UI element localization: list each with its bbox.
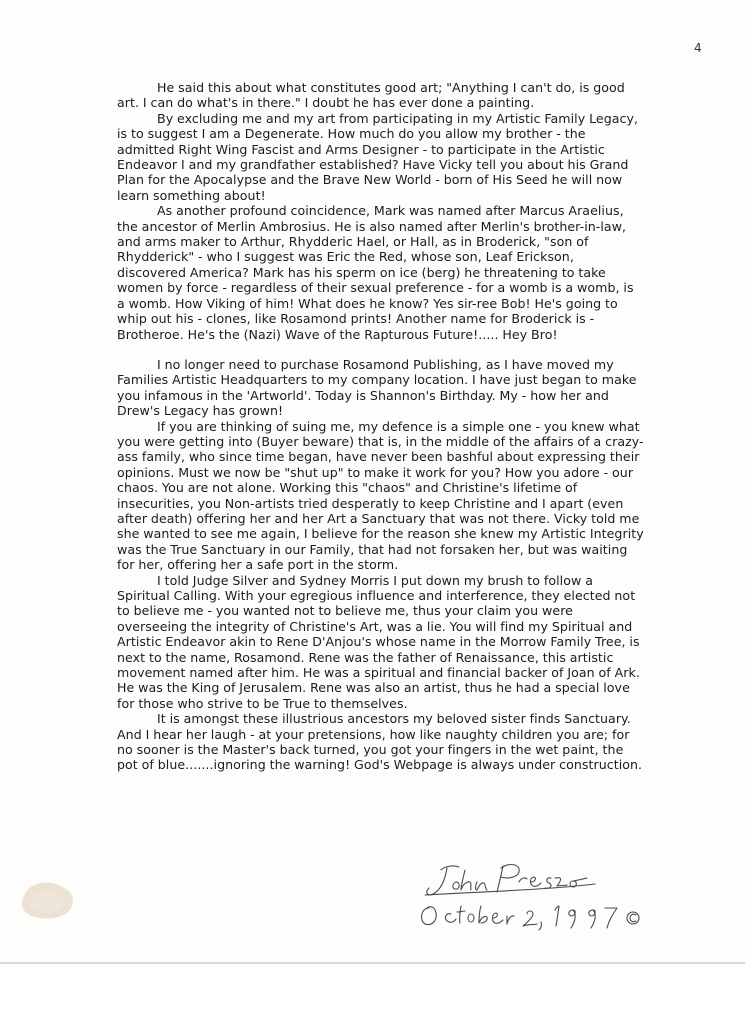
letter-body xyxy=(117,80,645,773)
paragraph-sanctuary: It is amongst these illustrious ancestors my beloved sister finds Sanctuary. And I hear her laugh - at your pretensions, how like naughty children you are; for no sooner is the Master's back turned, you got your fingers in the wet paint, the pot of blue.......ignoring the warning! God's Webpage is always under construction. xyxy=(117,711,643,773)
paper-stain xyxy=(14,876,78,922)
sheet-bottom-edge xyxy=(0,962,745,964)
paragraph-rosamond-publishing: I no longer need to purchase Rosamond Publishing, as I have moved my Families Artistic Headquarters to my company location. I have just began to make you infamous in the 'Artworld'. Today is Shannon's Birthday. My - how her and Drew's Legacy has grown! xyxy=(117,356,637,419)
paragraph-mark-name: As another profound coincidence, Mark was named after Marcus Araelius, the ancestor of Merlin Ambrosius. He is also named after Merlin's brother-in-law, and arms maker to Arthur, Rhydderic Hael, or Hall, as in Broderick, "son of Rhydderick" - who I suggest was Eric the Red, whose son, Leaf Erickson, discovered America? Mark has his sperm on ice (berg) he threatening to take women by force - regardless of their sexual preference - for a womb is a womb, is a womb. How Viking of him! What does he know? Yes sir-ree Bob! He's going to whip out his - clones, like Rosamond prints! Another name for Broderick is - Brotheroe. He's the (Nazi) Wave of the Rapturous Future!..... Hey Bro! xyxy=(117,203,634,342)
paragraph-good-art: He said this about what constitutes good art; "Anything I can't do, is good art. I can do what's in there." I doubt he has ever done a painting. xyxy=(117,80,625,111)
paragraph-degenerate: By excluding me and my art from participating in my Artistic Family Legacy, is to suggest I am a Degenerate. How much do you allow my brother - the admitted Right Wing Fascist and Arms Designer - to participate in the Artistic Endeavor I and my grandfather established? Have Vicky tell you about his Grand Plan for the Apocalypse and the Brave New World - born of His Seed he will now learn something about! xyxy=(117,110,639,203)
page-number: 4 xyxy=(694,41,702,55)
paragraph-suing: If you are thinking of suing me, my defence is a simple one - you knew what you were getting into (Buyer beware) that is, in the middle of the affairs of a crazy-ass family, who since time began, have never been bashful about expressing their opinions. Must we now be "shut up" to make it work for you? How you adore - our chaos. You are not alone. Working this "chaos" and Christine's lifetime of insecurities, you Non-artists tried desperatly to keep Christine and I apart (even after death) offering her and her Art a Sanctuary that was not there. Vicky told me she wanted to see me again, I believe for the reason she knew my Artistic Integrity was the True Sanctuary in our Family, that had not forsaken her, but was waiting for her, offering her a safe port in the storm. xyxy=(117,418,644,573)
handwritten-signature xyxy=(395,848,655,938)
signature-drawing xyxy=(395,848,655,938)
paragraph-judge-silver: I told Judge Silver and Sydney Morris I put down my brush to follow a Spiritual Calling. With your egregious influence and interference, they elected not to believe me - you wanted not to believe me, thus your claim you were overseeing the integrity of Christine's Art, was a lie. You will find my Spiritual and Artistic Endeavor akin to Rene D'Anjou's whose name in the Morrow Family Tree, is next to the name, Rosamond. Rene was the father of Renaissance, this artistic movement named after him. He was a spiritual and financial backer of Joan of Ark. He was the King of Jerusalem. Rene was also an artist, thus he had a special love for those who strive to be True to themselves. xyxy=(117,572,640,711)
